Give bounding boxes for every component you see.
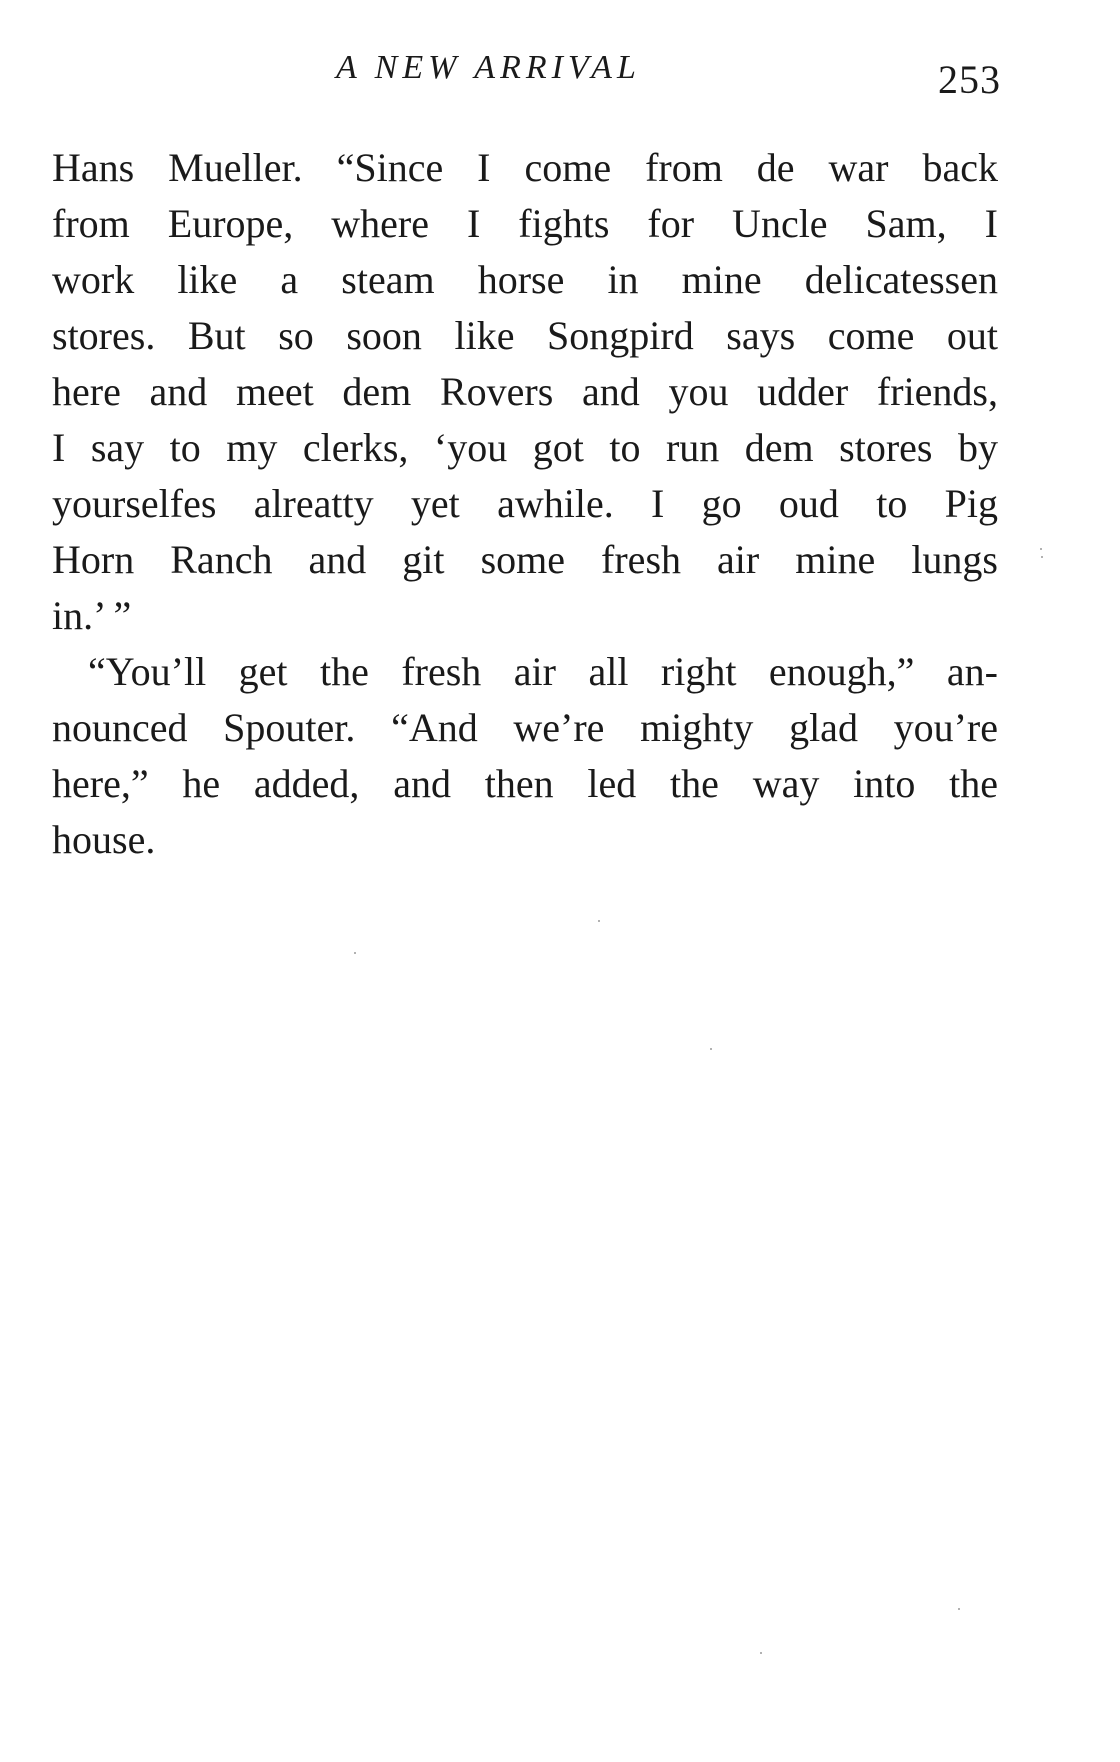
text-line: I say to my clerks, ‘you got to run dem stores by xyxy=(52,425,998,470)
text-line: Hans Mueller. “Since I come from de war back xyxy=(52,145,998,190)
paragraph-2 xyxy=(52,644,998,868)
print-speck xyxy=(710,1048,712,1050)
text-line: from Europe, where I fights for Uncle Sam, I xyxy=(52,201,998,246)
text-line: house. xyxy=(52,817,156,862)
text-line: in.’ ” xyxy=(52,593,132,638)
print-speck xyxy=(598,920,600,922)
print-speck xyxy=(760,1652,762,1654)
print-speck xyxy=(354,952,356,954)
print-speck xyxy=(1041,556,1043,558)
print-speck xyxy=(1040,548,1042,550)
text-line: here,” he added, and then led the way into the xyxy=(52,761,998,806)
text-line: here and meet dem Rovers and you udder friends, xyxy=(52,369,998,414)
text-line: “You’ll get the fresh air all right enough,” an- xyxy=(88,649,998,694)
running-head xyxy=(0,48,1120,108)
text-line: stores. But so soon like Songpird says come out xyxy=(52,313,998,358)
body-text xyxy=(52,140,998,868)
print-speck xyxy=(958,1608,960,1610)
text-line: yourselfes alreatty yet awhile. I go oud to Pig xyxy=(52,481,998,526)
text-line: Horn Ranch and git some fresh air mine lungs xyxy=(52,537,998,582)
page-number: 253 xyxy=(938,57,1001,102)
text-line: nounced Spouter. “And we’re mighty glad you’re xyxy=(52,705,998,750)
paragraph-1 xyxy=(52,140,998,644)
running-head-title: A NEW ARRIVAL xyxy=(336,49,641,86)
text-line: work like a steam horse in mine delicatessen xyxy=(52,257,998,302)
